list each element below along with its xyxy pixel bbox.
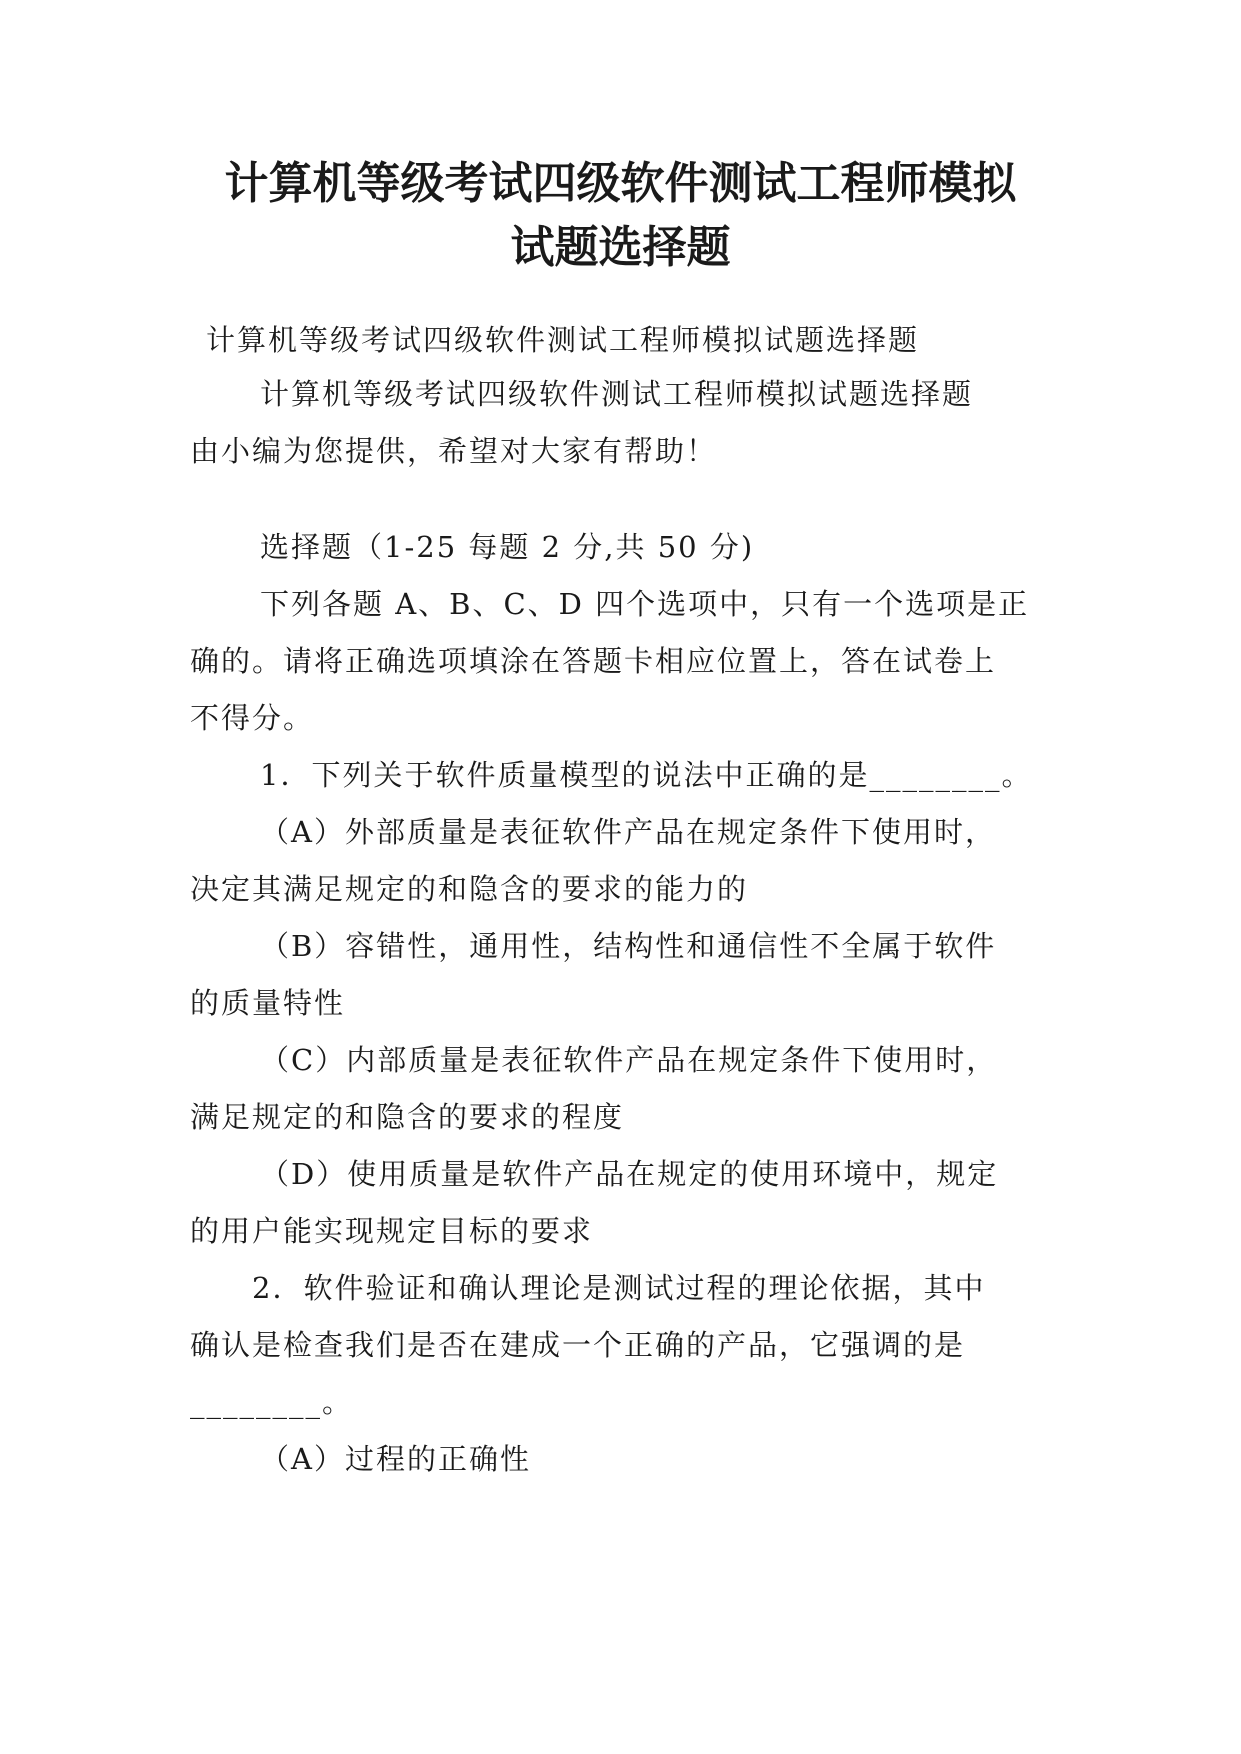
question-2: 2．软件验证和确认理论是测试过程的理论依据，其中 (252, 1271, 986, 1305)
question-1-option-b: （B）容错性，通用性，结构性和通信性不全属于软件 (260, 929, 997, 963)
question-1-option-d-cont: 的用户能实现规定目标的要求 (190, 1214, 594, 1248)
subtitle: 计算机等级考试四级软件测试工程师模拟试题选择题 (206, 323, 920, 357)
intro-line-1: 计算机等级考试四级软件测试工程师模拟试题选择题 (260, 377, 974, 411)
question-1: 1．下列关于软件质量模型的说法中正确的是________。 (260, 758, 1033, 792)
question-2-cont-1: 确认是检查我们是否在建成一个正确的产品，它强调的是 (190, 1328, 966, 1362)
instructions-line-3: 不得分。 (190, 701, 315, 735)
document-title (140, 152, 1101, 280)
title-line-2: 试题选择题 (510, 222, 731, 273)
question-2-cont-2: ________。 (190, 1385, 354, 1419)
section-heading: 选择题（1-25 每题 2 分,共 50 分) (260, 530, 755, 564)
question-1-option-b-cont: 的质量特性 (190, 986, 346, 1020)
question-1-option-d: （D）使用质量是软件产品在规定的使用环境中，规定 (260, 1157, 999, 1191)
section-block (190, 519, 1050, 1488)
instructions-line-1: 下列各题 A、B、C、D 四个选项中，只有一个选项是正 (260, 587, 1030, 621)
question-1-option-c-cont: 满足规定的和隐含的要求的程度 (190, 1100, 625, 1134)
question-1-option-a-cont: 决定其满足规定的和隐含的要求的能力的 (190, 872, 749, 906)
title-line-1: 计算机等级考试四级软件测试工程师模拟 (224, 158, 1017, 209)
question-1-option-a: （A）外部质量是表征软件产品在规定条件下使用时， (260, 815, 996, 849)
instructions-line-2: 确的。请将正确选项填涂在答题卡相应位置上，答在试卷上 (190, 644, 997, 678)
intro-line-2: 由小编为您提供，希望对大家有帮助！ (190, 434, 718, 468)
question-2-option-a: （A）过程的正确性 (260, 1442, 531, 1476)
question-1-option-c: （C）内部质量是表征软件产品在规定条件下使用时， (260, 1043, 998, 1077)
intro-paragraph (190, 366, 1050, 480)
